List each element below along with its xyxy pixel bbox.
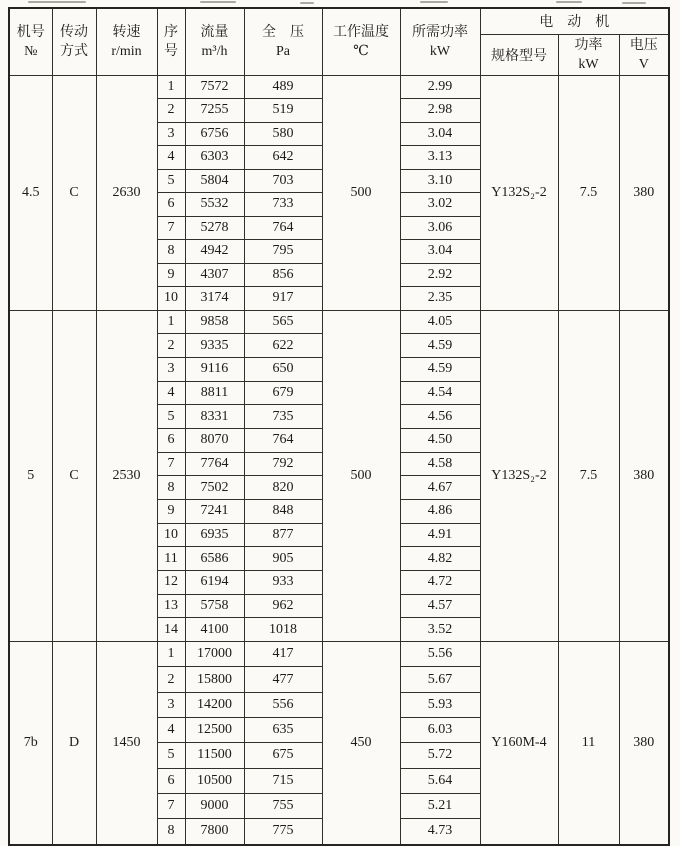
pressure-cell: 820 [244,476,322,500]
temp-cell: 500 [322,75,400,310]
serial-cell: 14 [157,618,185,642]
power-cell: 3.52 [400,618,480,642]
power-cell: 3.06 [400,216,480,240]
table-row [9,642,669,667]
power-cell: 4.58 [400,452,480,476]
pressure-cell: 1018 [244,618,322,642]
pressure-cell: 755 [244,793,322,818]
scan-artifact [420,1,448,3]
drive-cell: D [52,642,96,845]
serial-cell: 2 [157,667,185,692]
power-cell: 6.03 [400,718,480,743]
serial-cell: 5 [157,405,185,429]
flow-cell: 9000 [185,793,244,818]
power-cell: 5.21 [400,793,480,818]
speed-cell: 1450 [96,642,157,845]
serial-cell: 10 [157,287,185,311]
flow-cell: 4100 [185,618,244,642]
header-motor-power-line1: 功率 [574,37,603,53]
power-cell: 4.91 [400,523,480,547]
pressure-cell: 679 [244,381,322,405]
power-cell: 5.72 [400,743,480,768]
pressure-cell: 856 [244,263,322,287]
power-cell: 5.67 [400,667,480,692]
flow-cell: 10500 [185,768,244,793]
pressure-cell: 795 [244,240,322,264]
pressure-cell: 905 [244,547,322,571]
serial-cell: 8 [157,819,185,845]
serial-cell: 10 [157,523,185,547]
flow-cell: 4942 [185,240,244,264]
flow-cell: 12500 [185,718,244,743]
pressure-cell: 642 [244,146,322,170]
power-cell: 4.72 [400,571,480,595]
drive-cell: C [52,310,96,642]
flow-cell: 8811 [185,381,244,405]
serial-cell: 7 [157,793,185,818]
pressure-cell: 703 [244,169,322,193]
motor-power-cell: 11 [558,642,619,845]
motor-voltage-cell: 380 [619,75,669,310]
serial-cell: 2 [157,334,185,358]
pressure-cell: 733 [244,193,322,217]
scan-artifact [556,1,582,3]
pressure-cell: 565 [244,310,322,334]
serial-cell: 9 [157,500,185,524]
serial-cell: 9 [157,263,185,287]
power-cell: 2.35 [400,287,480,311]
header-flow-line2: m³/h [201,43,228,59]
pressure-cell: 650 [244,357,322,381]
power-cell: 4.59 [400,334,480,358]
flow-cell: 5758 [185,594,244,618]
flow-cell: 7502 [185,476,244,500]
pressure-cell: 917 [244,287,322,311]
power-cell: 2.92 [400,263,480,287]
header-speed [96,8,157,75]
pressure-cell: 764 [244,428,322,452]
serial-cell: 4 [157,381,185,405]
power-cell: 3.10 [400,169,480,193]
header-serial-line2: 号 [164,43,178,59]
power-cell: 3.04 [400,122,480,146]
header-serial-line1: 序 [164,24,178,40]
motor-voltage-cell: 380 [619,642,669,845]
pressure-cell: 933 [244,571,322,595]
power-cell: 4.05 [400,310,480,334]
motor-power-cell: 7.5 [558,75,619,310]
scan-artifact [300,2,314,4]
header-machine-no [9,8,52,75]
flow-cell: 6194 [185,571,244,595]
temp-cell: 500 [322,310,400,642]
pressure-cell: 580 [244,122,322,146]
header-drive [52,8,96,75]
flow-cell: 7572 [185,75,244,99]
header-speed-line1: 转速 [112,24,141,40]
serial-cell: 7 [157,216,185,240]
serial-cell: 8 [157,476,185,500]
serial-cell: 7 [157,452,185,476]
pressure-cell: 622 [244,334,322,358]
table-body [9,75,669,845]
flow-cell: 6303 [185,146,244,170]
power-cell: 4.54 [400,381,480,405]
power-cell: 4.56 [400,405,480,429]
pressure-cell: 792 [244,452,322,476]
drive-cell: C [52,75,96,310]
pressure-cell: 848 [244,500,322,524]
flow-cell: 11500 [185,743,244,768]
header-machine-no-line1: 机号 [16,24,45,40]
header-pressure [244,8,322,75]
power-cell: 4.59 [400,357,480,381]
machine-no-cell: 7b [9,642,52,845]
flow-cell: 9116 [185,357,244,381]
pressure-cell: 775 [244,819,322,845]
header-pressure-line1: 全 压 [262,24,304,40]
serial-cell: 6 [157,428,185,452]
serial-cell: 1 [157,310,185,334]
flow-cell: 7764 [185,452,244,476]
pressure-cell: 735 [244,405,322,429]
power-cell: 5.64 [400,768,480,793]
header-motor-voltage-line2: V [638,56,649,72]
power-cell: 4.57 [400,594,480,618]
machine-no-cell: 4.5 [9,75,52,310]
motor-power-cell: 7.5 [558,310,619,642]
header-serial [157,8,185,75]
pressure-cell: 675 [244,743,322,768]
serial-cell: 5 [157,169,185,193]
speed-cell: 2630 [96,75,157,310]
serial-cell: 3 [157,692,185,717]
pressure-cell: 489 [244,75,322,99]
flow-cell: 7255 [185,99,244,123]
fan-specification-table [8,7,670,846]
header-machine-no-line2: № [24,43,38,59]
header-motor-voltage [619,34,669,75]
header-temp [322,8,400,75]
header-temp-line1: 工作温度 [333,24,389,40]
pressure-cell: 764 [244,216,322,240]
speed-cell: 2530 [96,310,157,642]
pressure-cell: 556 [244,692,322,717]
serial-cell: 6 [157,768,185,793]
table-row [9,75,669,99]
header-pressure-line2: Pa [276,43,290,59]
header-flow [185,8,244,75]
serial-cell: 1 [157,642,185,667]
power-cell: 5.93 [400,692,480,717]
serial-cell: 4 [157,718,185,743]
motor-model-cell: Y132S₂-2 [480,310,558,642]
power-cell: 4.50 [400,428,480,452]
header-power [400,8,480,75]
scan-artifact [28,1,86,3]
serial-cell: 3 [157,357,185,381]
motor-voltage-cell: 380 [619,310,669,642]
flow-cell: 6935 [185,523,244,547]
pressure-cell: 715 [244,768,322,793]
power-cell: 2.99 [400,75,480,99]
power-cell: 3.13 [400,146,480,170]
serial-cell: 2 [157,99,185,123]
flow-cell: 3174 [185,287,244,311]
header-speed-line2: r/min [111,43,142,59]
machine-no-cell: 5 [9,310,52,642]
power-cell: 4.73 [400,819,480,845]
flow-cell: 5278 [185,216,244,240]
flow-cell: 8070 [185,428,244,452]
flow-cell: 9858 [185,310,244,334]
power-cell: 4.82 [400,547,480,571]
power-cell: 3.02 [400,193,480,217]
flow-cell: 5804 [185,169,244,193]
header-power-line1: 所需功率 [412,24,468,40]
flow-cell: 17000 [185,642,244,667]
power-cell: 4.86 [400,500,480,524]
flow-cell: 9335 [185,334,244,358]
power-cell: 4.67 [400,476,480,500]
table-row [9,310,669,334]
motor-model-cell: Y160M-4 [480,642,558,845]
header-power-line2: kW [429,43,451,59]
flow-cell: 8331 [185,405,244,429]
flow-cell: 6756 [185,122,244,146]
serial-cell: 12 [157,571,185,595]
header-motor-model: 规格型号 [480,34,558,75]
header-drive-line1: 传动 [60,24,88,40]
flow-cell: 14200 [185,692,244,717]
pressure-cell: 417 [244,642,322,667]
serial-cell: 5 [157,743,185,768]
power-cell: 3.04 [400,240,480,264]
serial-cell: 4 [157,146,185,170]
motor-model-cell: Y132S₂-2 [480,75,558,310]
serial-cell: 8 [157,240,185,264]
header-flow-line1: 流量 [200,24,229,40]
header-motor-power [558,34,619,75]
header-motor-group: 电 动 机 [480,8,669,34]
pressure-cell: 962 [244,594,322,618]
header-drive-line2: 方式 [60,43,88,59]
serial-cell: 11 [157,547,185,571]
flow-cell: 4307 [185,263,244,287]
scan-artifact [622,2,646,4]
serial-cell: 6 [157,193,185,217]
flow-cell: 5532 [185,193,244,217]
serial-cell: 1 [157,75,185,99]
flow-cell: 6586 [185,547,244,571]
table-header [9,8,669,75]
pressure-cell: 519 [244,99,322,123]
header-temp-line2: ℃ [353,43,369,59]
power-cell: 2.98 [400,99,480,123]
flow-cell: 7241 [185,500,244,524]
serial-cell: 13 [157,594,185,618]
power-cell: 5.56 [400,642,480,667]
pressure-cell: 477 [244,667,322,692]
serial-cell: 3 [157,122,185,146]
pressure-cell: 877 [244,523,322,547]
scan-artifact [200,1,236,3]
temp-cell: 450 [322,642,400,845]
pressure-cell: 635 [244,718,322,743]
header-motor-power-line2: kW [578,56,599,72]
header-motor-voltage-line1: 电压 [629,37,658,53]
flow-cell: 7800 [185,819,244,845]
flow-cell: 15800 [185,667,244,692]
